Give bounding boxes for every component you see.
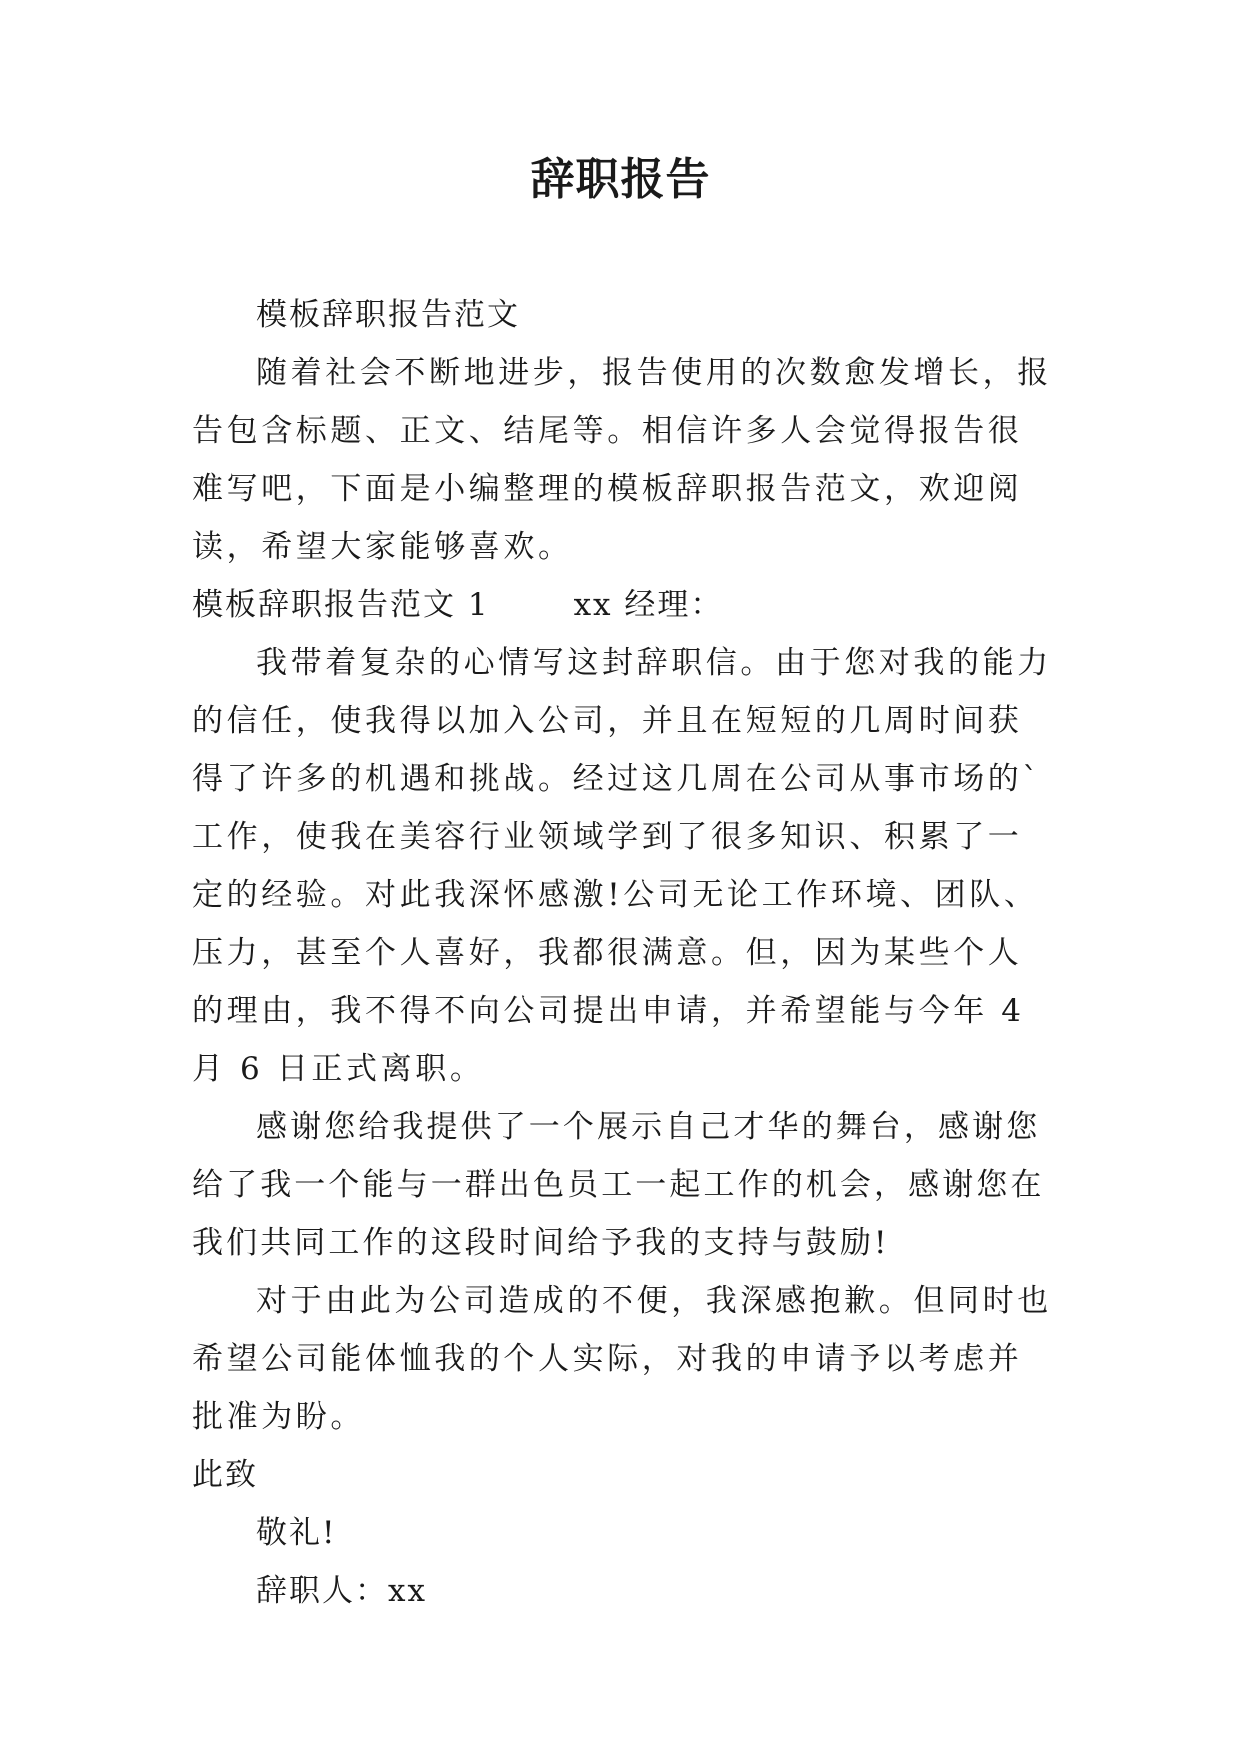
salutation: xx 经理： [573,587,724,623]
document-body [192,286,1052,1620]
closing-line: 此致 [192,1457,258,1493]
document-subtitle: 模板辞职报告范文 [256,297,520,333]
regards-line: 敬礼! [256,1515,337,1551]
body-paragraph-3: 对于由此为公司造成的不便，我深感抱歉。但同时也希望公司能体恤我的个人实际，对我的申请予以考虑并批准为盼。 [192,1283,1052,1435]
signature-line: 辞职人：xx [256,1573,427,1609]
intro-paragraph: 随着社会不断地进步，报告使用的次数愈发增长，报告包含标题、正文、结尾等。相信许多人会觉得报告很难写吧，下面是小编整理的模板辞职报告范文，欢迎阅读，希望大家能够喜欢。 [192,355,1052,565]
sample-heading: 模板辞职报告范文 1 [192,587,490,623]
body-paragraph-1: 我带着复杂的心情写这封辞职信。由于您对我的能力的信任，使我得以加入公司，并且在短短的几周时间获得了许多的机遇和挑战。经过这几周在公司从事市场的`工作，使我在美容行业领域学到了很多知识、积累了一定的经验。对此我深怀感激!公司无论工作环境、团队、压力，甚至个人喜好，我都很满意。但，因为某些个人的理由，我不得不向公司提出申请，并希望能与今年 4 月 6 日正式离职。 [192,645,1052,1087]
sample-heading-line [192,576,1052,634]
body-paragraph-2: 感谢您给我提供了一个展示自己才华的舞台，感谢您给了我一个能与一群出色员工一起工作的机会，感谢您在我们共同工作的这段时间给予我的支持与鼓励! [192,1109,1045,1261]
document-title: 辞职报告 [530,154,711,205]
